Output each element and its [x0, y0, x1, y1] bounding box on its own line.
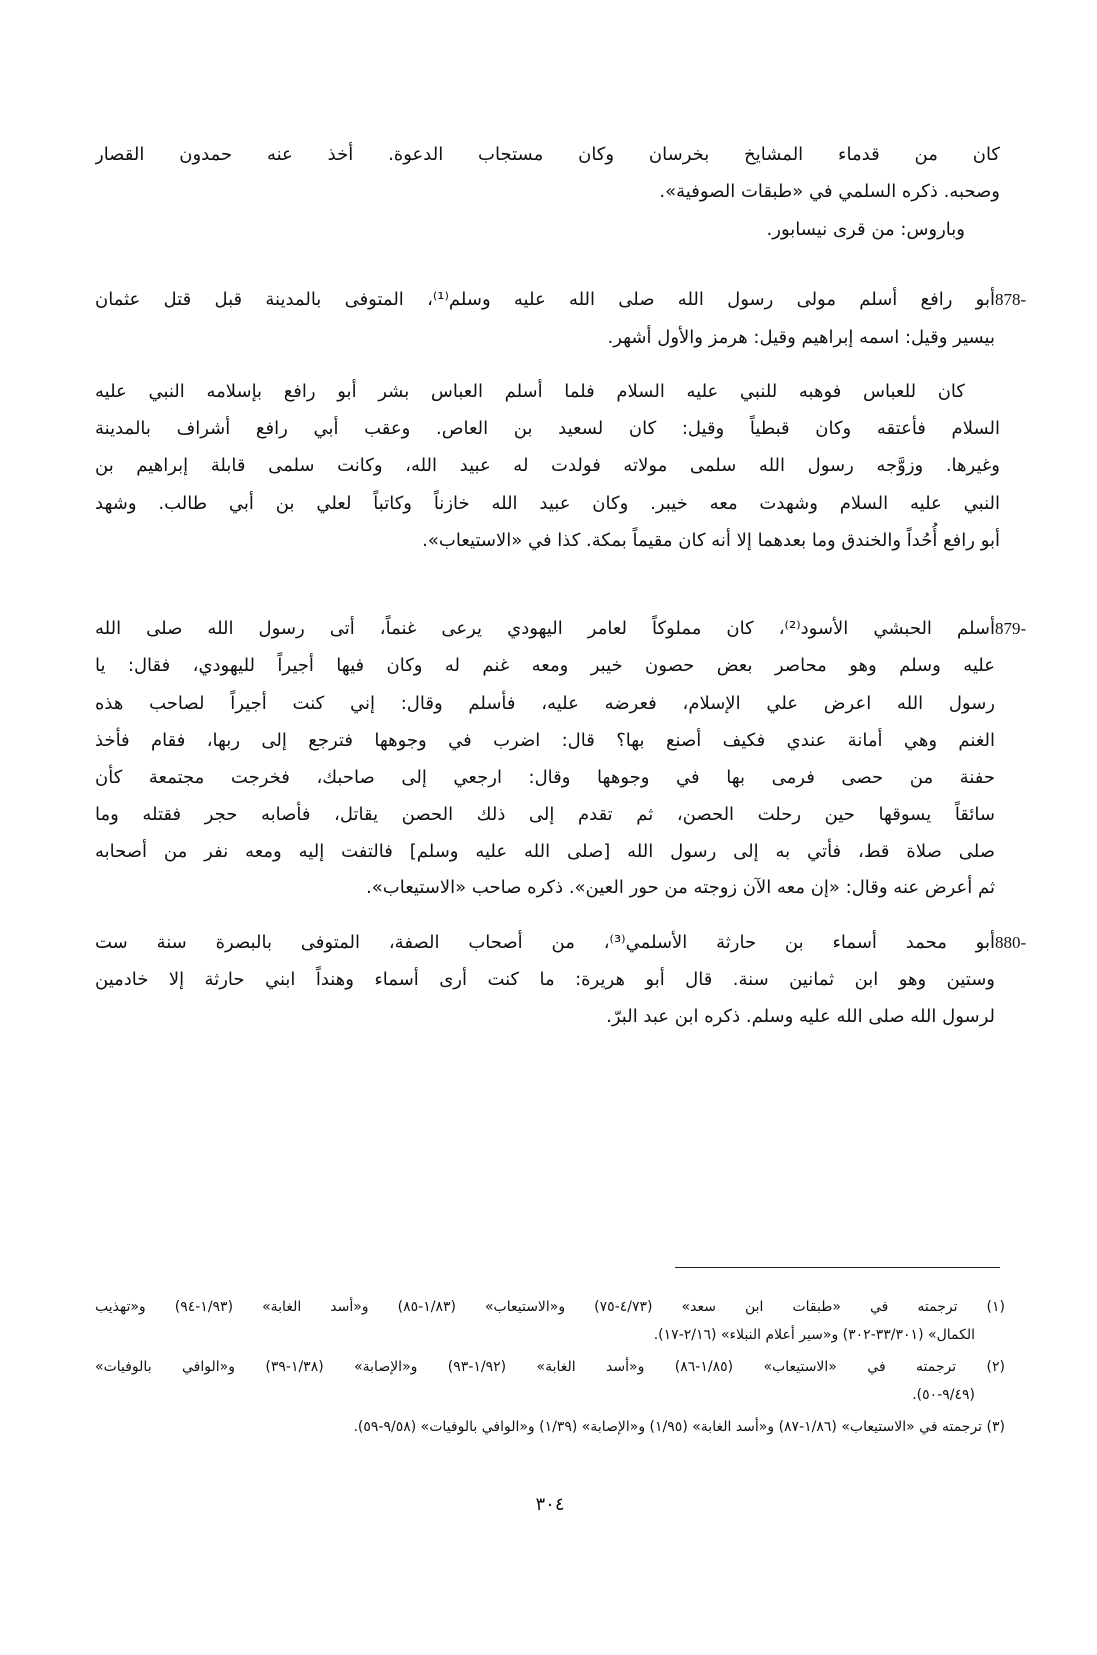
entry-heading-line: أبو رافع أسلم مولى رسول الله صلى الله عليه وسلم⁽¹⁾، المتوفى بالمدينة قبل قتل عثمان	[95, 289, 995, 310]
body-line: صلى صلاة قط، فأتي به إلى رسول الله [صلى الله عليه وسلم] فالتفت إليه ومعه نفر من أصحابه	[95, 841, 995, 862]
entry-number: 880-	[995, 933, 1027, 952]
footnote-separator	[675, 1267, 1000, 1268]
page-number: ٣٠٤	[535, 1494, 565, 1515]
entry-heading-line: أسلم الحبشي الأسود⁽²⁾، كان مملوكاً لعامر اليهودي يرعى غنماً، أتى رسول الله صلى الله	[95, 618, 995, 639]
body-line: وغيرها. وزوَّجه رسول الله سلمى مولاته فولدت له عبيد الله، وكانت سلمى قابلة إبراهيم بن	[95, 455, 1000, 476]
body-line: حفنة من حصى فرمى بها في وجوهها وقال: ارجعي إلى صاحبك، فخرجت مجتمعة كأن	[95, 767, 995, 788]
body-line: ثم أعرض عنه وقال: «إن معه الآن زوجته من حور العين». ذكره صاحب «الاستيعاب».	[366, 877, 995, 898]
entry-number: 879-	[995, 619, 1027, 638]
footnote-line: الكمال» (٣٣/٣٠١-٣٠٢) و«سير أعلام النبلاء» (٢/١٦-١٧).	[653, 1327, 975, 1343]
body-line: أبو رافع أُحُداً والخندق وما بعدهما إلا أنه كان مقيماً بمكة. كذا في «الاستيعاب».	[422, 530, 1000, 551]
body-line: بيسير وقيل: اسمه إبراهيم وقيل: هرمز والأول أشهر.	[607, 327, 995, 348]
body-line: وباروس: من قرى نيسابور.	[766, 219, 965, 240]
body-line: سائقاً يسوقها حين رحلت الحصن، ثم تقدم إلى ذلك الحصن يقاتل، فأصابه حجر فقتله وما	[95, 804, 995, 825]
footnote-line: (٩/٤٩-٥٠).	[912, 1387, 975, 1403]
footnote-line: (٢) ترجمته في «الاستيعاب» (١/٨٥-٨٦) و«أسد الغابة» (١/٩٢-٩٣) و«الإصابة» (١/٣٨-٣٩) و«الوافي بالوفيات»	[95, 1359, 1005, 1375]
entry-heading-line: أبو محمد أسماء بن حارثة الأسلمي⁽³⁾، من أصحاب الصفة، المتوفى بالبصرة سنة ست	[95, 932, 995, 953]
body-line: النبي عليه السلام وشهدت معه خيبر. وكان عبيد الله خازناً وكاتباً لعلي بن أبي طالب. وشهد	[95, 493, 1000, 514]
footnote-line: (٣) ترجمته في «الاستيعاب» (١/٨٦-٨٧) و«أسد الغابة» (١/٩٥) و«الإصابة» (١/٣٩) و«الوافي بالوفيات» (٩/٥٨-٥٩).	[353, 1419, 1005, 1435]
entry-number: 878-	[995, 290, 1027, 309]
body-line: كان من قدماء المشايخ بخرسان وكان مستجاب الدعوة. أخذ عنه حمدون القصار	[95, 144, 1000, 165]
body-line: رسول الله اعرض علي الإسلام، فعرضه عليه، فأسلم وقال: إني كنت أجيراً لصاحب هذه	[95, 693, 995, 714]
body-line: الغنم وهي أمانة عندي فكيف أصنع بها؟ قال: اضرب في وجوهها فترجع إلى ربها، فقام فأخذ	[95, 730, 995, 751]
body-line: لرسول الله صلى الله عليه وسلم. ذكره ابن عبد البرّ.	[606, 1006, 995, 1027]
body-line: كان للعباس فوهبه للنبي عليه السلام فلما أسلم العباس بشر أبو رافع بإسلامه النبي عليه	[95, 381, 965, 402]
body-line: السلام فأعتقه وكان قبطياً وقيل: كان لسعيد بن العاص. وعقب أبي رافع أشراف بالمدينة	[95, 418, 1000, 439]
body-line: وستين وهو ابن ثمانين سنة. قال أبو هريرة: ما كنت أرى أسماء وهنداً ابني حارثة إلا خادمين	[95, 969, 995, 990]
body-line: عليه وسلم وهو محاصر بعض حصون خيبر ومعه غنم له وكان فيها أجيراً لليهودي، فقال: يا	[95, 655, 995, 676]
body-line: وصحبه. ذكره السلمي في «طبقات الصوفية».	[659, 181, 1000, 202]
footnote-line: (١) ترجمته في «طبقات ابن سعد» (٤/٧٣-٧٥) و«الاستيعاب» (١/٨٣-٨٥) و«أسد الغابة» (١/٩٣-٩٤) و«تهذيب	[95, 1299, 1005, 1315]
